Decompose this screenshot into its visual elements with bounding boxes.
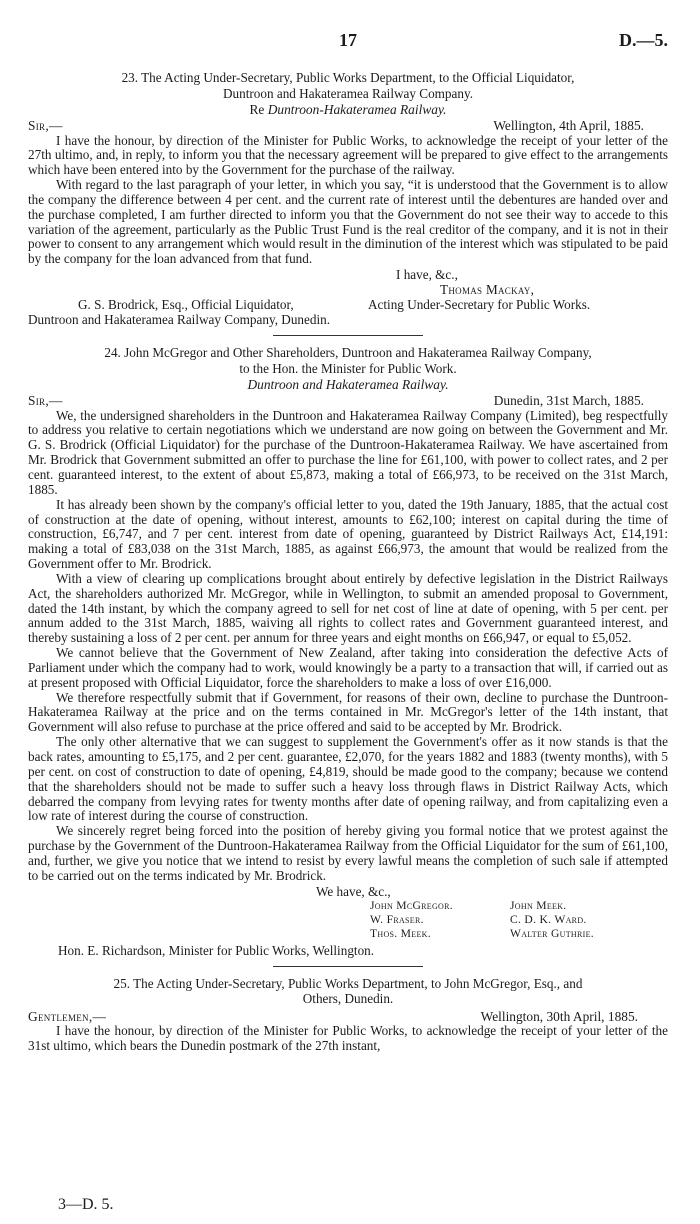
- letter-23-title: 23. The Acting Under-Secretary, Public Works Department, to the Official Liquidator,: [121, 70, 575, 85]
- letter-25-title-cont: Others, Dunedin.: [302, 991, 394, 1007]
- closing: We have, &c.,: [316, 883, 391, 899]
- section-divider: [273, 966, 423, 967]
- paragraph: It has already been shown by the company's official letter to you, dated the 19th January, 1885, that the actual cost of construction at the date of opening, without interest, amounts to £62,100; interest on capital during the time of construction, £6,747, and 7 per cent. interest from date of opening, guaranteed by District Railways Act, £14,191: making a total of £83,038 on the 31st March, 1885, as against £66,973, the amount that would be realized from the Government offer to Mr. Brodrick.: [28, 496, 668, 572]
- paragraph: We therefore respectfully submit that if Government, for reasons of their own, decline to purchase the Duntroon-Hakateramea Railway at the price and on the terms contained in Mr. McGregor's letter of the 14th instant, that Government will also refuse to purchase at the price offered and said to be accepted by Mr. Brodrick.: [28, 689, 668, 735]
- signatories: [370, 899, 668, 941]
- letter-25: [28, 976, 668, 1054]
- salutation: Sir,—: [28, 118, 63, 133]
- signer-name: Thomas Mackay,: [440, 282, 535, 298]
- salutation-row: [28, 118, 668, 134]
- letter-24-title: 24. John McGregor and Other Shareholders, Duntroon and Hakateramea Railway Company,: [104, 345, 592, 361]
- signatory: John McGregor.: [370, 898, 453, 912]
- page-header: [28, 28, 668, 54]
- addressee: Hon. E. Richardson, Minister for Public Works, Wellington.: [58, 942, 375, 958]
- paragraph: The only other alternative that we can suggest to supplement the Government's offer as it now stands is that the back rates, amounting to £5,175, and 2 per cent. guarantee, £2,070, for the years 1882 and 1883 (twenty months), with 5 per cent. on cost of construction to date of opening, £4,819, should be made good to the company; because we contend that the shareholders should not be made to suffer such a heavy loss through flaws in District Railway Acts, which debarred the company from levying rates for twenty months after date of opening railway, and from capitalizing even a low rate of interest during the course of construction.: [28, 734, 668, 824]
- section-divider: [273, 335, 423, 336]
- page-number: 17: [339, 30, 357, 50]
- paragraph: We sincerely regret being forced into the position of hereby giving you formal notice that we protest against the purchase by the Government of the Duntroon-Hakateramea Railway from the Official Liquidator for the sum of £61,100, and, further, we give you notice that we intend to resist by every lawful means the completion of such sale if attempted to be carried out on the terms indicated by Mr. Brodrick.: [28, 823, 668, 883]
- addressee-row: [28, 297, 668, 312]
- signatory: C. D. K. Ward.: [510, 912, 587, 926]
- paragraph: We cannot believe that the Government of New Zealand, after taking into consideration the defective Acts of Parliament under which the company had to work, would knowingly be a party to a transaction that will, if carried out as at present proposed with Official Liquidator, force the shareholders to make a loss of over £16,000.: [28, 645, 668, 690]
- place-date: Wellington, 30th April, 1885.: [480, 1008, 638, 1024]
- salutation: Gentlemen,—: [28, 1008, 107, 1024]
- signatory: Thos. Meek.: [370, 926, 431, 940]
- letter-24-title-cont: to the Hon. the Minister for Public Work.: [239, 360, 457, 376]
- signature-mark: 3—D. 5.: [58, 1196, 114, 1213]
- letter-25-title: 25. The Acting Under-Secretary, Public Works Department, to John McGregor, Esq., and: [113, 975, 583, 991]
- place-date: Dunedin, 31st March, 1885.: [493, 393, 644, 409]
- re-prefix: Re: [249, 102, 265, 117]
- document-page: [28, 28, 668, 1054]
- re-subject: Duntroon-Hakateramea Railway.: [267, 102, 447, 117]
- signatory: John Meek.: [510, 898, 567, 912]
- salutation-row: [28, 393, 668, 409]
- salutation: Sir,—: [28, 393, 63, 409]
- letter-24: [28, 345, 668, 958]
- paragraph: With regard to the last paragraph of your letter, in which you say, “it is understood that the Government is to allow the company the difference between 4 per cent. and the current rate of interest until the debentures are handed over and the purchase completed, I am further directed to inform you that the Government do not see their way to accede to this variation of the agreement, particularly as the Public Trust Fund is the real creditor of the company, and it is not in their power to consent to any arrangement which would result in the diminution of the interest which was stipulated to be paid by the company for the loan advanced from that fund.: [28, 177, 668, 267]
- addressee-line-2: Duntroon and Hakateramea Railway Company, Dunedin.: [28, 312, 331, 328]
- letter-23: [28, 70, 668, 327]
- signer-title: Acting Under-Secretary for Public Works.: [368, 297, 591, 313]
- letter-23-title-cont: Duntroon and Hakateramea Railway Company.: [223, 85, 473, 101]
- salutation-row: [28, 1009, 668, 1025]
- place-date: Wellington, 4th April, 1885.: [493, 118, 644, 133]
- closing: I have, &c.,: [396, 267, 458, 283]
- paragraph: I have the honour, by direction of the Minister for Public Works, to acknowledge the receipt of your letter of the 31st ultimo, which bears the Dunedin postmark of the 27th instant,: [28, 1023, 668, 1053]
- signatory: Walter Guthrie.: [510, 926, 594, 940]
- paragraph: I have the honour, by direction of the Minister for Public Works, to acknowledge the receipt of your letter of the 27th ultimo, and, in reply, to inform you that the necessary agreement will be prepared to give effect to the arrangements which have been entered into by the Government for the purchase of the railway.: [28, 132, 668, 178]
- paragraph: With a view of clearing up complications brought about entirely by defective legislation in the District Railways Act, the shareholders authorized Mr. McGregor, while in Wellington, to submit an amended proposal to Government, dated the 14th instant, by which the company agreed to sell for net cost of line at date of opening, with 5 per cent. per annum added to the 31st March, 1885, waiving all rights to collect rates and Government guaranteed interest, and thereby sustaining a loss of 2 per cent. per annum for three years and eight months on £66,947, or equal to £5,052.: [28, 570, 668, 646]
- letter-23-subject: [28, 102, 668, 118]
- paragraph: We, the undersigned shareholders in the Duntroon and Hakateramea Railway Company (Limited), beg respectfully to address you relative to certain negotiations which we understand are now going on between the Government and Mr. G. S. Brodrick (Official Liquidator) for the purchase of the Duntroon-Hakateramea Railway. We have ascertained from Mr. Brodrick that Government submitted an offer to purchase the line for £61,100, with power to collect rates, and 2 per cent. guaranteed interest, to the extent of about £5,873, making a total of £66,973, to be received on the 31st March, 1885.: [28, 407, 668, 497]
- signatory: W. Fraser.: [370, 912, 424, 926]
- letter-24-subject: Duntroon and Hakateramea Railway.: [247, 377, 449, 393]
- addressee: G. S. Brodrick, Esq., Official Liquidator,: [78, 297, 294, 313]
- paper-reference: D.—5.: [619, 30, 668, 50]
